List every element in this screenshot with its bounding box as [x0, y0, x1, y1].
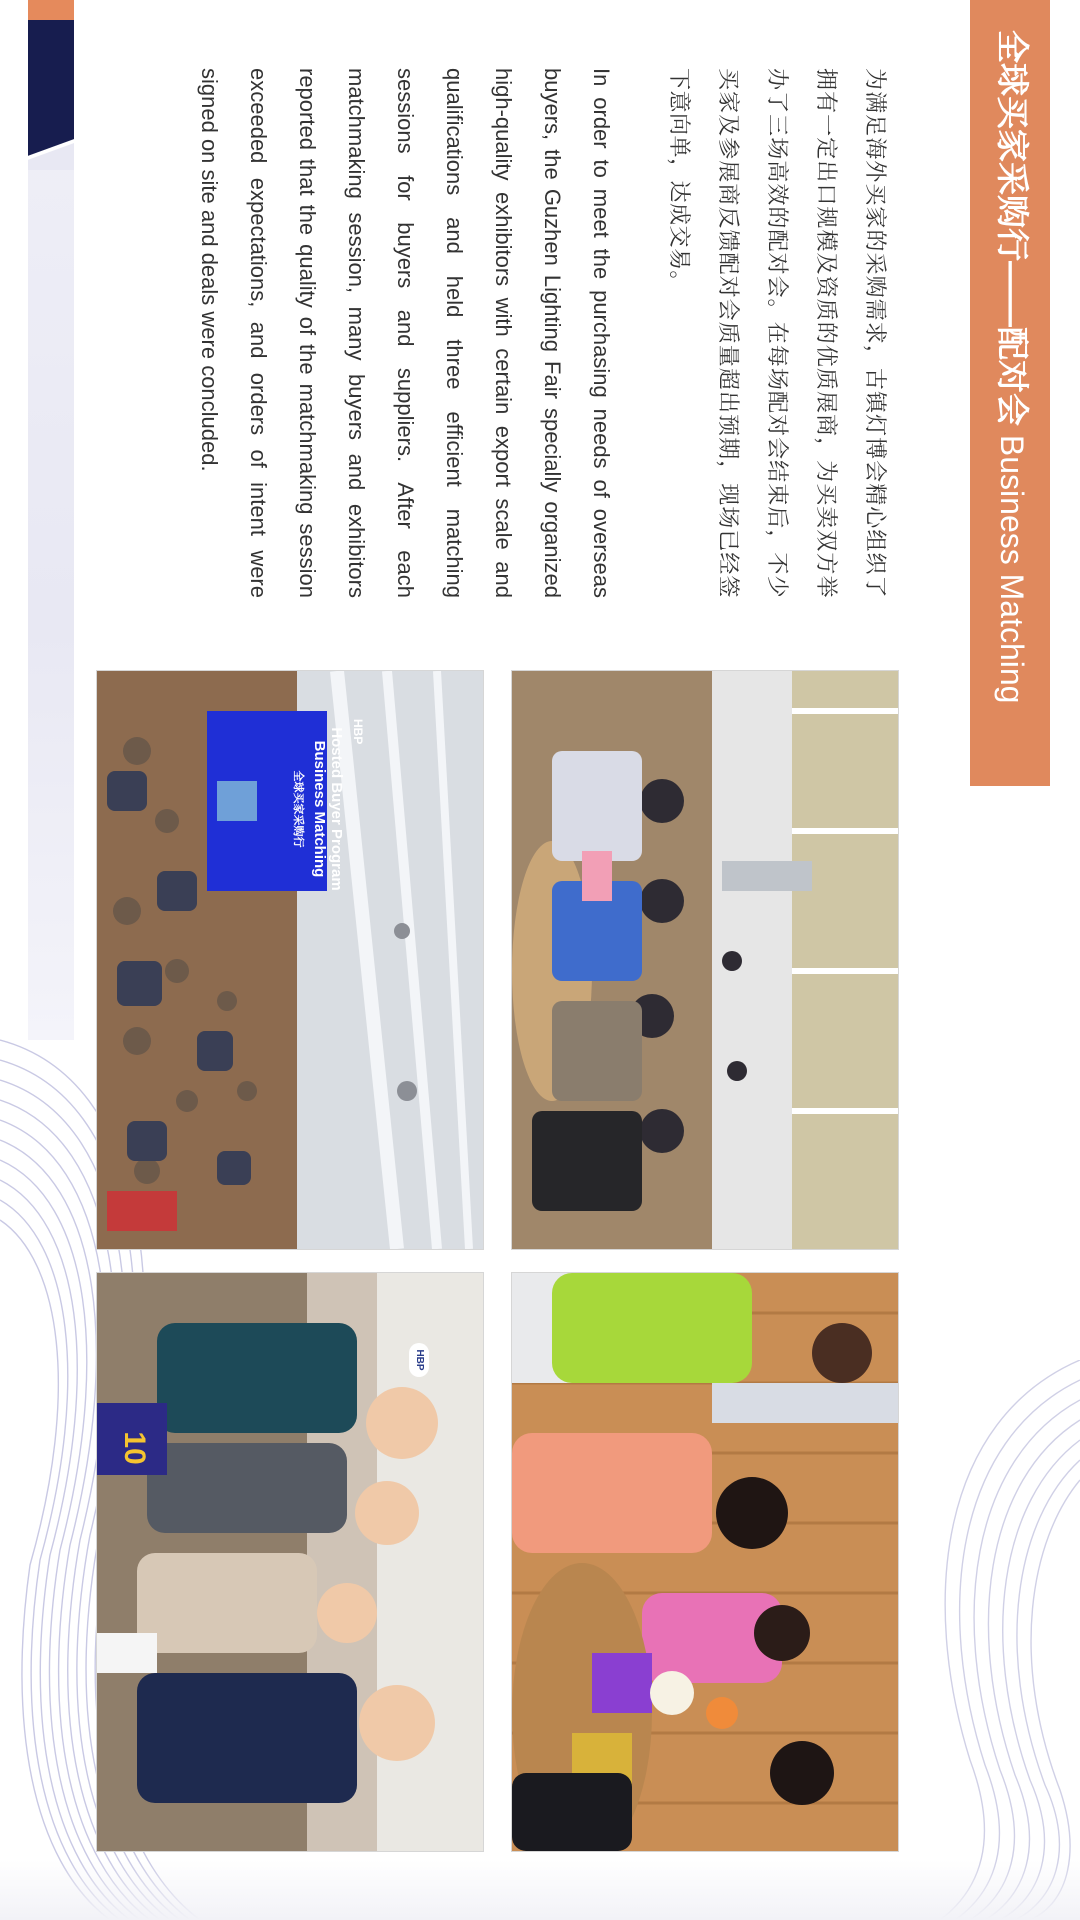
title-cn: 全球买家采购行——配对会 [994, 30, 1031, 426]
left-accent-orange [28, 0, 74, 20]
screen-line2: Business Matching [311, 740, 328, 878]
paragraph-cn: 为满足海外买家的采购需求，古镇灯博会精心组织了拥有一定出口规模及资质的优质展商，为买卖双方举办了三场高效的配对会。在每场配对会结束后，不少买家及参展商反馈配对会质量超出预期，现场已经签下意向单，达成交易。 [667, 68, 888, 598]
hbp-badge: HBP [409, 1343, 429, 1377]
photo-group-thumbs-up [96, 1272, 484, 1852]
photo-table-graphic [512, 671, 898, 1249]
page-title [976, 30, 1048, 770]
screen-brand: HBP [351, 719, 365, 745]
bottom-fade [0, 1860, 1080, 1920]
screen-line1: Hosted Buyer Program [328, 727, 345, 891]
photo-buyers-table [511, 670, 899, 1250]
left-accent-cut [28, 130, 74, 170]
photo-matching-hall [96, 670, 484, 1250]
screen-line3: 全球买家采购行 [292, 770, 304, 848]
hall-screen-text [245, 719, 365, 899]
title-en: Business Matching [994, 434, 1030, 704]
paragraph-en: In order to meet the purchasing needs of overseas buyers, the Guzhen Lighting Fair specially organized high-quality exhibitors with certain export scale and qualifications and held three efficient matching sessions for buyers and suppliers. After each matchmaking session, many buyers and exhibitors reported that the quality of the matchmaking session exceeded expectations, and orders of intent were signed on site and deals were concluded. [197, 68, 614, 598]
wave-lines-right-icon [880, 1360, 1080, 1920]
photo-lamp-graphic [512, 1273, 898, 1851]
table-number-sign: 10 [118, 1431, 151, 1465]
photo-lamp-exhibitors [511, 1272, 899, 1852]
